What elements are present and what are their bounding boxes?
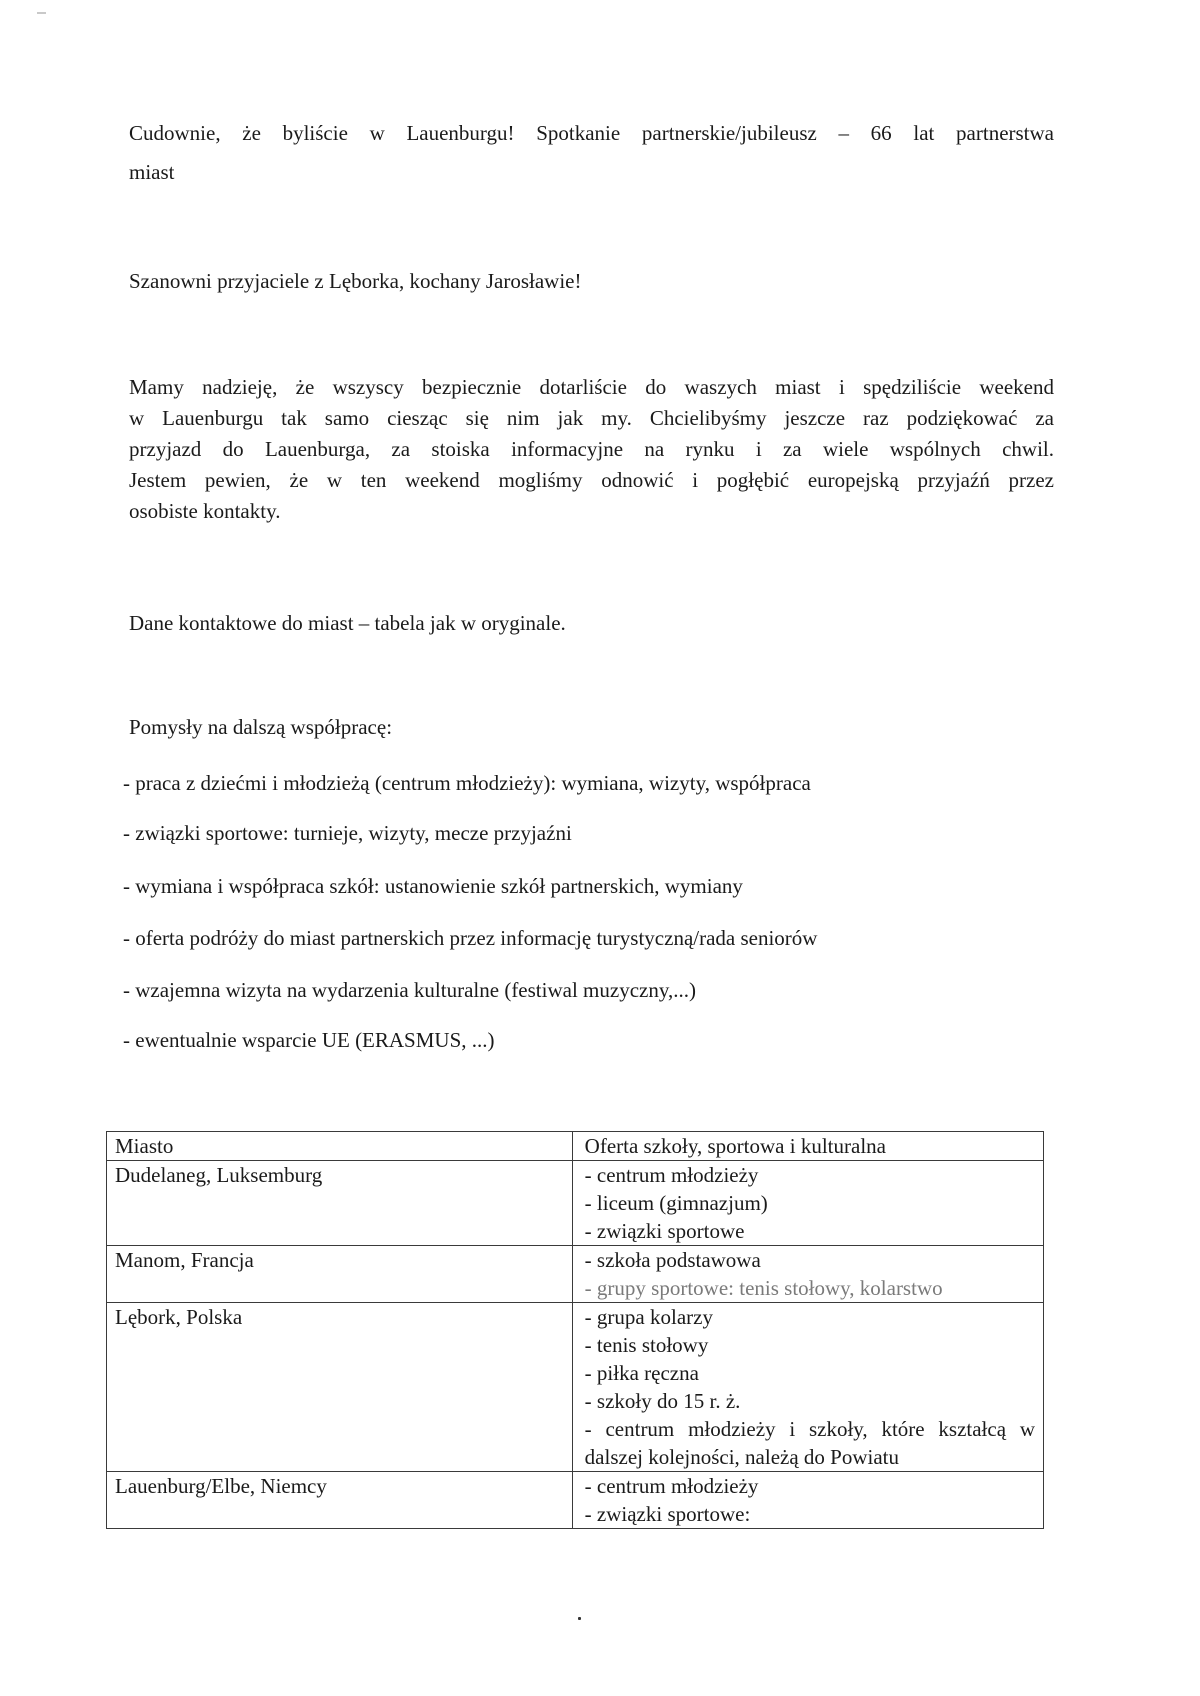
offer-item: - grupa kolarzy — [584, 1305, 713, 1329]
contact-note: Dane kontaktowe do miast – tabela jak w oryginale. — [129, 611, 566, 635]
city-cell: Dudelaneg, Luksemburg — [107, 1161, 573, 1246]
offer-item: - liceum (gimnazjum) — [584, 1191, 768, 1215]
offer-item: - szkoły do 15 r. ż. — [584, 1389, 741, 1413]
offer-cell — [572, 1161, 1043, 1246]
ideas-heading: Pomysły na dalszą współpracę: — [129, 715, 393, 739]
header-city: Miasto — [107, 1132, 573, 1161]
offer-item: - związki sportowe — [584, 1219, 745, 1243]
table-row — [107, 1246, 1044, 1303]
paragraph-line: Jestem pewien, że w ten weekend mogliśmy odnowić i pogłębić europejską przyjaźń przez — [129, 468, 1054, 492]
offer-cell — [572, 1303, 1043, 1472]
idea-list-item: - oferta podróży do miast partnerskich przez informację turystyczną/rada seniorów — [123, 926, 818, 950]
page-mark-dot — [578, 1617, 581, 1620]
paragraph-line: w Lauenburgu tak samo ciesząc się nim jak my. Chcielibyśmy jeszcze raz podziękować za — [129, 406, 1054, 430]
idea-list-item: - wymiana i współpraca szkół: ustanowienie szkół partnerskich, wymiany — [123, 874, 743, 898]
city-cell: Manom, Francja — [107, 1246, 573, 1303]
offer-item: - grupy sportowe: tenis stołowy, kolarstwo — [584, 1276, 943, 1300]
idea-list-item: - praca z dziećmi i młodzieżą (centrum młodzieży): wymiana, wizyty, współpraca — [123, 771, 811, 795]
offer-item: - piłka ręczna — [584, 1361, 699, 1385]
offer-item: - związki sportowe: — [584, 1502, 751, 1526]
header-offer: Oferta szkoły, sportowa i kulturalna — [572, 1132, 1043, 1161]
salutation: Szanowni przyjaciele z Lęborka, kochany Jarosławie! — [129, 269, 582, 293]
offer-item: - tenis stołowy — [584, 1333, 709, 1357]
offer-item: - centrum młodzieży — [584, 1163, 759, 1187]
idea-list-item: - ewentualnie wsparcie UE (ERASMUS, ...) — [123, 1028, 495, 1052]
title-line-1: Cudownie, że byliście w Lauenburgu! Spotkanie partnerskie/jubileusz – 66 lat partnerstwa — [129, 121, 1054, 145]
scan-artifact — [37, 12, 46, 14]
table-row — [107, 1303, 1044, 1472]
paragraph-line: Mamy nadzieję, że wszyscy bezpiecznie dotarliście do waszych miast i spędziliście weekend — [129, 375, 1054, 399]
city-cell: Lauenburg/Elbe, Niemcy — [107, 1472, 573, 1529]
body-paragraph — [129, 372, 1054, 527]
idea-list-item: - związki sportowe: turnieje, wizyty, mecze przyjaźni — [123, 821, 572, 845]
table-row — [107, 1472, 1044, 1529]
table-header-row — [107, 1132, 1044, 1161]
paragraph-line: osobiste kontakty. — [129, 499, 281, 523]
table-row — [107, 1161, 1044, 1246]
city-cell: Lębork, Polska — [107, 1303, 573, 1472]
offer-item: - szkoła podstawowa — [584, 1248, 761, 1272]
cities-table — [106, 1131, 1044, 1529]
offer-item: - centrum młodzieży i szkoły, które kształcą w dalszej kolejności, należą do Powiatu — [584, 1417, 1035, 1469]
document-title — [129, 118, 1054, 149]
offer-item: - centrum młodzieży — [584, 1474, 759, 1498]
paragraph-line: przyjazd do Lauenburga, za stoiska informacyjne na rynku i za wiele wspólnych chwil. — [129, 437, 1054, 461]
idea-list-item: - wzajemna wizyta na wydarzenia kulturalne (festiwal muzyczny,...) — [123, 978, 696, 1002]
offer-cell — [572, 1472, 1043, 1529]
offer-cell — [572, 1246, 1043, 1303]
title-line-2: miast — [129, 160, 175, 184]
